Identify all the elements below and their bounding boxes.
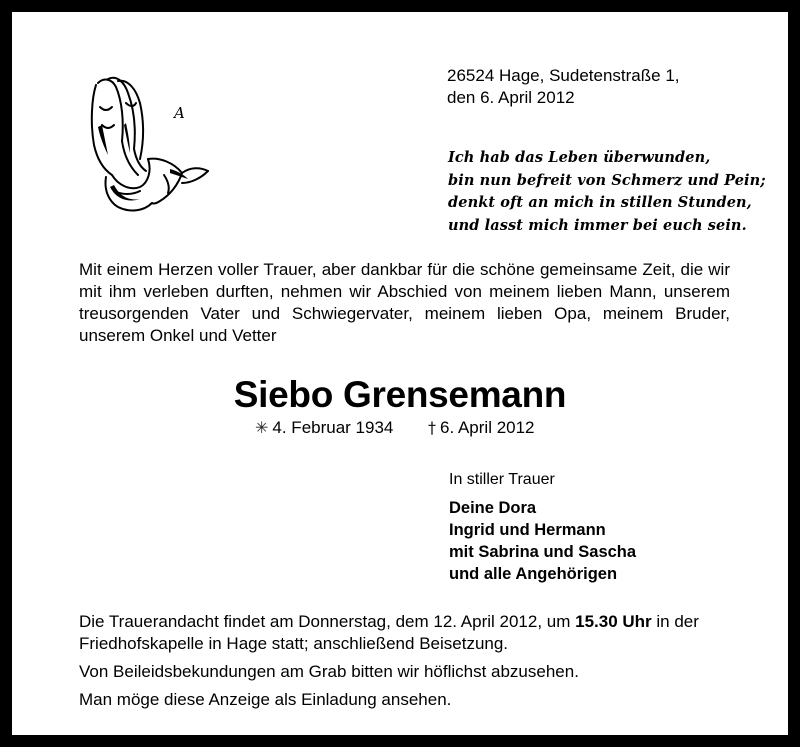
service-time: 15.30 Uhr: [575, 612, 652, 631]
artist-monogram: A: [174, 104, 185, 122]
condolence-note: Von Beileidsbekundungen am Grab bitten wir höflichst abzusehen.: [79, 662, 579, 681]
poem-line: und lasst mich immer bei euch sein.: [448, 216, 747, 234]
mourning-heading: In stiller Trauer: [449, 471, 555, 488]
address-line: 26524 Hage, Sudetenstraße 1,: [447, 66, 680, 85]
address-block: [447, 65, 680, 109]
service-text-after: in der Friedhofskapelle in Hage statt; anschließend Beisetzung.: [79, 612, 699, 653]
intro-text: Mit einem Herzen voller Trauer, aber dankbar für die schöne gemeinsame Zeit, die wir mit ihm verleben durften, nehmen wir Abschied von meinem lieben Mann, unserem treusorgenden Vater und Schwiegervater, meinem lieben Opa, meinem Bruder, unserem Onkel und Vetter: [79, 260, 730, 345]
poem-line: bin nun befreit von Schmerz und Pein;: [448, 171, 766, 189]
deceased-name: Siebo Grensemann: [233, 374, 567, 415]
mourner-line: Deine Dora: [449, 499, 537, 517]
mourners-list: [449, 497, 636, 585]
death-date: [428, 417, 535, 439]
poem-line: denkt oft an mich in stillen Stunden,: [448, 194, 752, 211]
footer-notes: [79, 611, 730, 717]
birth-date-text: 4. Februar 1934: [272, 418, 394, 437]
invitation-note: Man möge diese Anzeige als Einladung ansehen.: [79, 690, 452, 709]
poem-line: Ich hab das Leben überwunden,: [448, 149, 711, 166]
mourner-line: Ingrid und Hermann: [449, 521, 606, 539]
service-info: [79, 611, 730, 655]
mourner-line: mit Sabrina und Sascha: [449, 543, 637, 561]
cross-icon: †: [428, 418, 436, 437]
death-date-text: 6. April 2012: [440, 418, 535, 437]
intro-paragraph: [79, 259, 730, 347]
praying-hands-icon: [78, 67, 214, 217]
poem-verse: [448, 147, 766, 237]
mourner-line: und alle Angehörigen: [449, 565, 618, 583]
service-text-before: Die Trauerandacht findet am Donnerstag, dem 12. April 2012, um: [79, 612, 576, 631]
date-line: den 6. April 2012: [447, 88, 575, 107]
birth-date: [255, 417, 393, 439]
asterisk-icon: ✳: [255, 418, 269, 437]
